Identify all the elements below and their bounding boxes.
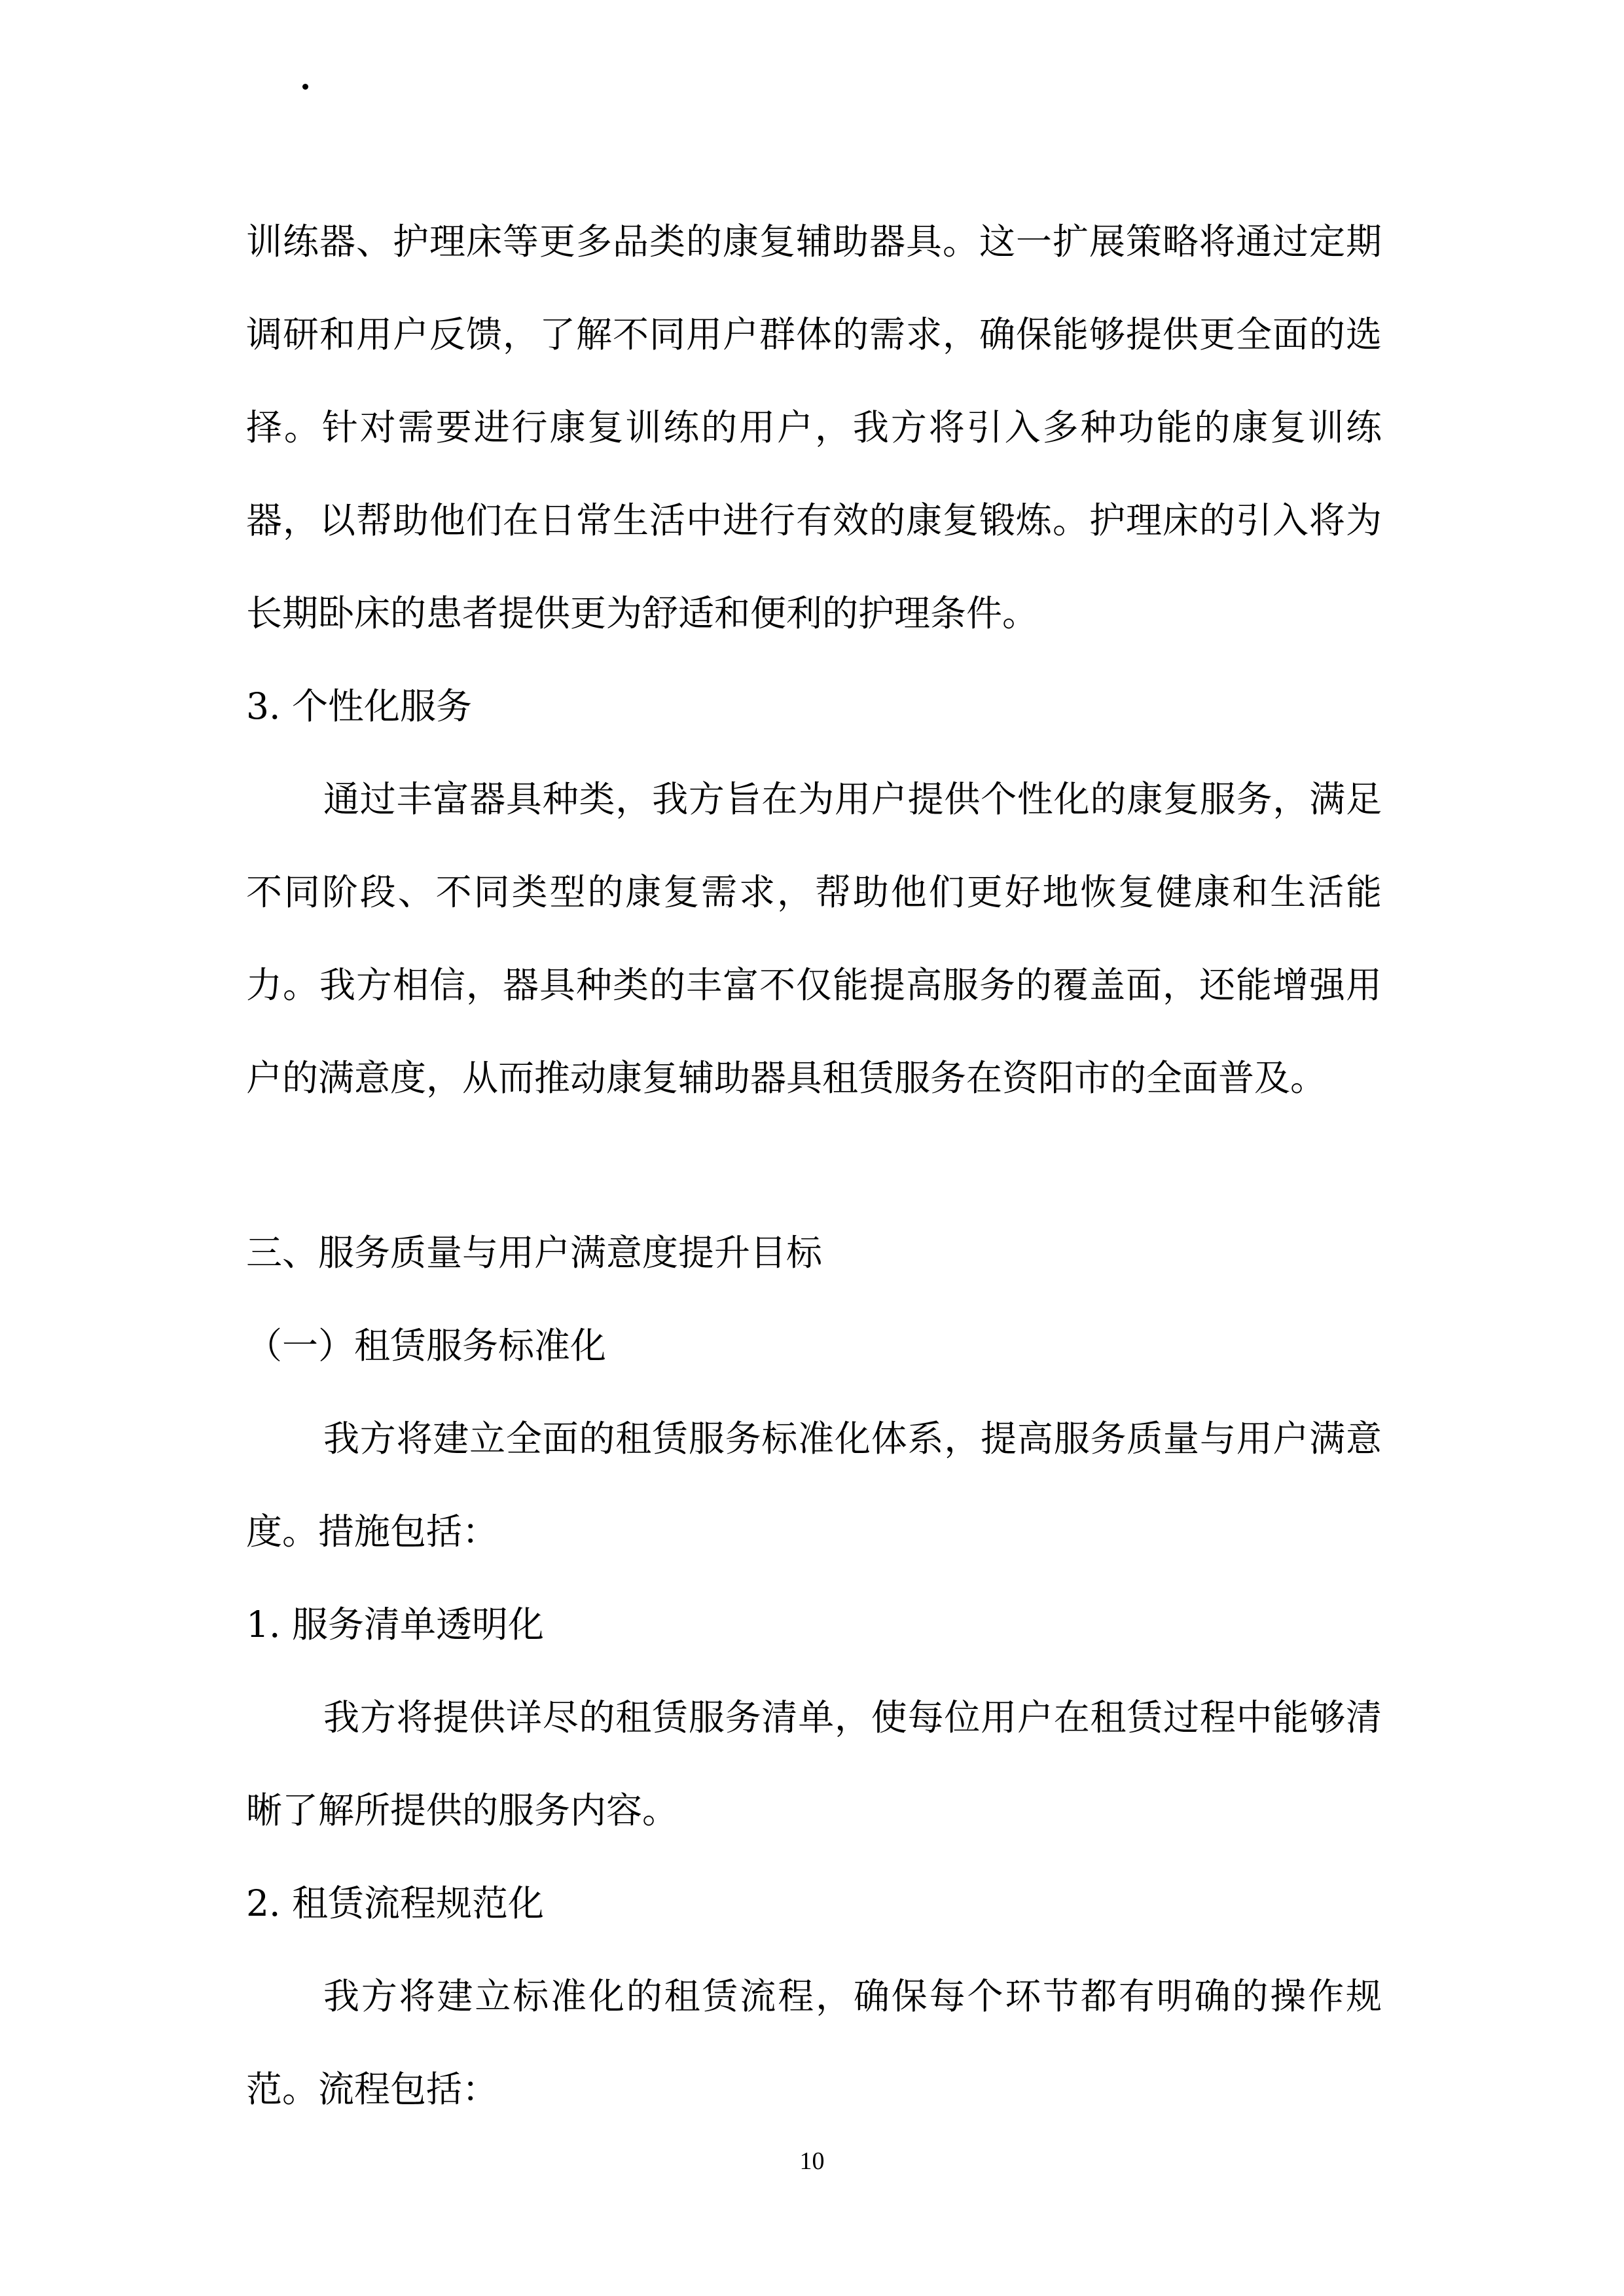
paragraph-standardization-system: 我方将建立全面的租赁服务标准化体系，提高服务质量与用户满意度。措施包括： [246,1418,1382,1552]
paragraph-rental-process: 我方将建立标准化的租赁流程，确保每个环节都有明确的操作规范。流程包括： [246,1975,1382,2110]
subheading-rental-standardization: （一）租赁服务标准化 [246,1325,607,1367]
header-dot-mark [302,84,308,90]
paragraph-personalized-service: 通过丰富器具种类，我方旨在为用户提供个性化的康复服务，满足不同阶段、不同类型的康复需求，帮助他们更好地恢复健康和生活能力。我方相信，器具种类的丰富不仅能提高服务的覆盖面，还能增强用户的满意度，从而推动康复辅助器具租赁服务在资阳市的全面普及。 [246,778,1382,1099]
paragraph-continuation: 训练器、护理床等更多品类的康复辅助器具。这一扩展策略将通过定期调研和用户反馈，了解不同用户群体的需求，确保能够提供更全面的选择。针对需要进行康复训练的用户，我方将引入多种功能的康复训练器，以帮助他们在日常生活中进行有效的康复锻炼。护理床的引入将为长期卧床的患者提供更为舒适和便利的护理条件。 [246,221,1382,634]
paragraph-service-list: 我方将提供详尽的租赁服务清单，使每位用户在租赁过程中能够清晰了解所提供的服务内容。 [246,1696,1382,1831]
page-number: 10 [799,2147,825,2175]
heading-rental-process: 2. 租赁流程规范化 [246,1882,544,1924]
heading-service-list: 1. 服务清单透明化 [246,1604,544,1645]
section-heading-service-quality: 三、服务质量与用户满意度提升目标 [246,1232,823,1274]
heading-personalized-service: 3. 个性化服务 [246,685,472,727]
document-body [246,195,1382,2136]
